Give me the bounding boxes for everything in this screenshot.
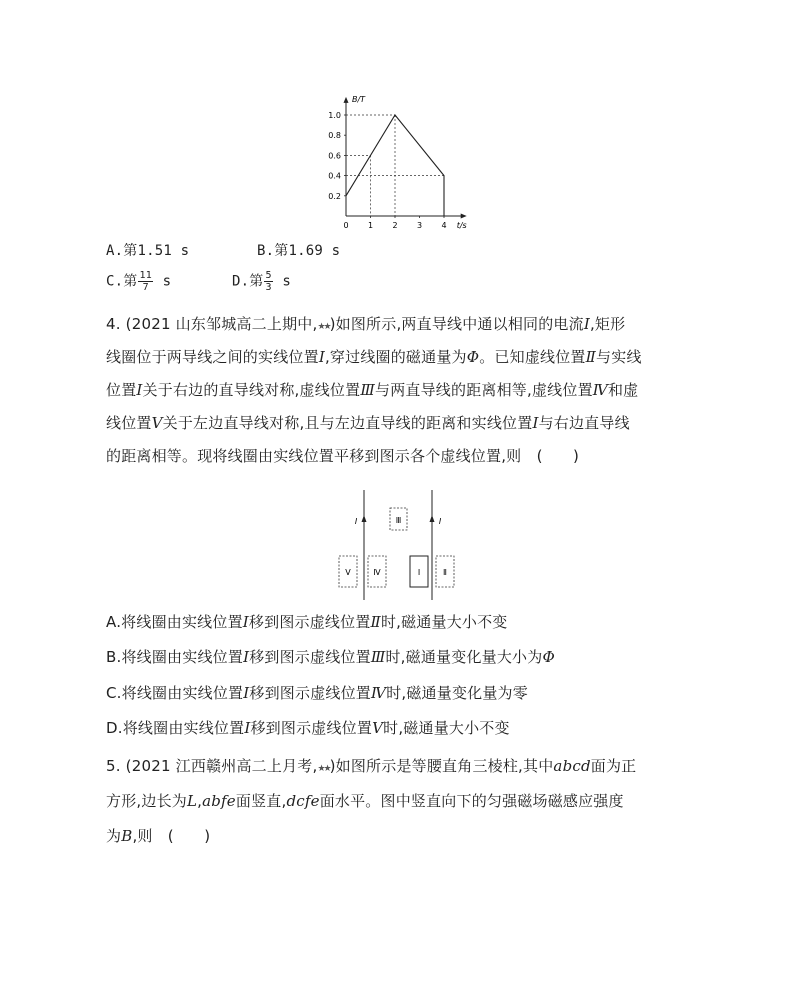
difficulty-stars-icon: ★★ [317, 322, 330, 332]
x-tick-label: 2 [392, 221, 398, 230]
q5-l1b: )如图所示是等腰直角三棱柱,其中 [329, 757, 554, 775]
q4-oc-pos4: Ⅳ [371, 684, 387, 702]
x-tick-label: 1 [367, 221, 374, 230]
q5-l2d: 面水平。图中竖直向下的匀强磁场磁感应强度 [319, 792, 624, 810]
q4-l3d: 和虚 [607, 381, 639, 399]
y-tick-label: 0.2 [328, 191, 341, 201]
x-tick-label: 4 [441, 221, 447, 230]
q5-abfe: abfe [202, 792, 236, 810]
q4-ob-a: B.将线圈由实线位置 [106, 648, 244, 666]
q4-od-b: 移到图示虚线位置 [250, 719, 373, 737]
q5-stem-line-2 [106, 790, 624, 811]
wires-diagram [330, 484, 470, 604]
q4-ob-pos1: Ⅰ [243, 648, 250, 666]
q4-l2b: ,穿过线圈的磁通量为 [324, 348, 467, 366]
q4-l4b: 关于左边直导线对称,且与左边直导线的距离和实线位置 [162, 414, 533, 432]
x-tick-label: 0 [343, 221, 349, 230]
left-wire-arrow-icon [362, 515, 367, 522]
x-axis-arrow-icon [461, 214, 467, 219]
q3-option-a [106, 240, 189, 260]
q4-pos-i-3: Ⅰ [532, 414, 539, 432]
q3-option-d-numerator: 5 [265, 270, 272, 281]
q4-l4c: 与右边直导线 [538, 414, 630, 432]
q5-l2a: 方形,边长为 [106, 792, 187, 810]
q5-stem-line-1 [106, 755, 636, 776]
right-wire-arrow-icon [430, 515, 435, 522]
q4-l2a: 线圈位于两导线之间的实线位置 [106, 348, 319, 366]
q5-l1c: 面为正 [590, 757, 637, 775]
q3-option-b [257, 240, 340, 260]
q4-stem-line-5 [106, 445, 579, 466]
q4-od-a: D.将线圈由实线位置 [106, 719, 245, 737]
q4-l1c: ,矩形 [589, 315, 626, 333]
q5-l3b: ,则 ( ) [132, 827, 211, 845]
q4-stem-line-2 [106, 346, 642, 367]
coil-position-ii-label: Ⅱ [443, 568, 447, 577]
q5-L: L [186, 792, 198, 810]
coil-position-v-label: Ⅴ [345, 568, 351, 577]
q3-option-d [232, 270, 291, 293]
q4-oa-c: 时,磁通量大小不变 [380, 613, 508, 631]
bt-chart [318, 92, 478, 230]
q4-pos-i-2: Ⅰ [136, 381, 143, 399]
q4-l2c: 。已知虚线位置 [479, 348, 586, 366]
q3-option-c [106, 270, 171, 293]
chart-layer [328, 95, 466, 230]
q4-stem-line-1 [106, 313, 625, 334]
coil-position-i-label: Ⅰ [417, 568, 421, 577]
q5-l2b: , [197, 792, 203, 810]
q4-ob-pos3: Ⅲ [370, 648, 386, 666]
y-axis-label: B/T [352, 94, 366, 104]
q4-current-symbol: I [583, 315, 590, 333]
q4-ob-c: 时,磁通量变化量大小为 [385, 648, 543, 666]
q4-oc-c: 时,磁通量变化量为零 [386, 684, 528, 702]
q4-oc-b: 移到图示虚线位置 [249, 684, 371, 702]
q4-pos-iii: Ⅲ [360, 381, 375, 399]
q4-od-c: 时,磁通量大小不变 [383, 719, 510, 737]
q4-phi: Φ [466, 348, 480, 366]
q5-l3a: 为 [106, 827, 122, 845]
q4-l2d: 与实线 [596, 348, 642, 366]
q4-l3a: 位置 [106, 381, 137, 399]
q5-dcfe: dcfe [286, 792, 320, 810]
q4-oa-a: A.将线圈由实线位置 [106, 613, 243, 631]
x-tick-label: 3 [416, 221, 423, 230]
y-axis-arrow-icon [344, 97, 349, 103]
q4-l1a: 4. (2021 山东邹城高二上期中, [106, 315, 318, 333]
q3-option-c-denominator: 7 [142, 282, 149, 293]
coil-position-iii-label: Ⅲ [395, 516, 402, 525]
q4-l3c: 与两直导线的距离相等,虚线位置 [375, 381, 593, 399]
q3-option-b-text: B.第1.69 s [257, 243, 341, 259]
q3-option-c-unit: s [162, 273, 172, 290]
q4-pos-i: Ⅰ [318, 348, 325, 366]
q4-stem-line-3 [106, 379, 638, 400]
q4-od-pos1: Ⅰ [244, 719, 251, 737]
q3-option-c-prefix: C.第 [106, 273, 138, 290]
q4-l4a: 线位置 [106, 414, 152, 432]
right-current-label: I [438, 517, 442, 526]
q5-l2c: 面竖直, [235, 792, 287, 810]
q4-option-c [106, 682, 528, 703]
x-axis-label: t/s [456, 221, 467, 230]
q4-option-b [106, 646, 555, 667]
y-tick-label: 0.8 [328, 131, 341, 141]
q5-abcd: abcd [553, 757, 591, 775]
q4-oa-pos2: Ⅱ [370, 613, 381, 631]
q4-stem-line-4 [106, 412, 630, 433]
q4-l5: 的距离相等。现将线圈由实线位置平移到图示各个虚线位置,则 ( ) [106, 447, 580, 465]
q3-option-d-prefix: D.第 [232, 273, 264, 290]
q3-option-a-text: A.第1.51 s [106, 243, 190, 259]
coil-position-iv-label: Ⅳ [373, 568, 381, 577]
q4-pos-v: Ⅴ [151, 414, 163, 432]
q4-od-pos5: Ⅴ [372, 719, 384, 737]
q4-oa-b: 移到图示虚线位置 [248, 613, 371, 631]
q4-oc-pos1: Ⅰ [243, 684, 250, 702]
q3-option-c-numerator: 11 [139, 270, 152, 281]
q4-ob-b: 移到图示虚线位置 [249, 648, 371, 666]
q4-l1b: )如图所示,两直导线中通以相同的电流 [329, 315, 584, 333]
q5-l1a: 5. (2021 江西赣州高二上月考, [106, 757, 318, 775]
q4-oc-a: C.将线圈由实线位置 [106, 684, 244, 702]
q4-pos-ii: Ⅱ [585, 348, 597, 366]
difficulty-stars-icon-2: ★★ [317, 764, 330, 774]
y-tick-label: 0.6 [328, 151, 341, 161]
q4-ob-phi: Φ [542, 648, 555, 666]
q5-stem-line-3 [106, 825, 210, 846]
q4-option-d [106, 717, 510, 738]
y-tick-label: 0.4 [328, 171, 341, 181]
q4-l3b: 关于右边的直导线对称,虚线位置 [142, 381, 361, 399]
y-tick-label: 1.0 [328, 111, 341, 120]
q3-option-d-unit: s [282, 273, 291, 290]
q4-pos-iv: Ⅳ [592, 381, 608, 399]
q3-option-d-fraction [264, 270, 272, 293]
left-current-label: I [354, 517, 358, 526]
q5-B: B [121, 827, 133, 845]
q3-option-d-denominator: 3 [265, 282, 272, 293]
q4-option-a [106, 611, 508, 632]
q4-oa-pos1: Ⅰ [242, 613, 249, 631]
q3-option-c-fraction [138, 270, 152, 293]
